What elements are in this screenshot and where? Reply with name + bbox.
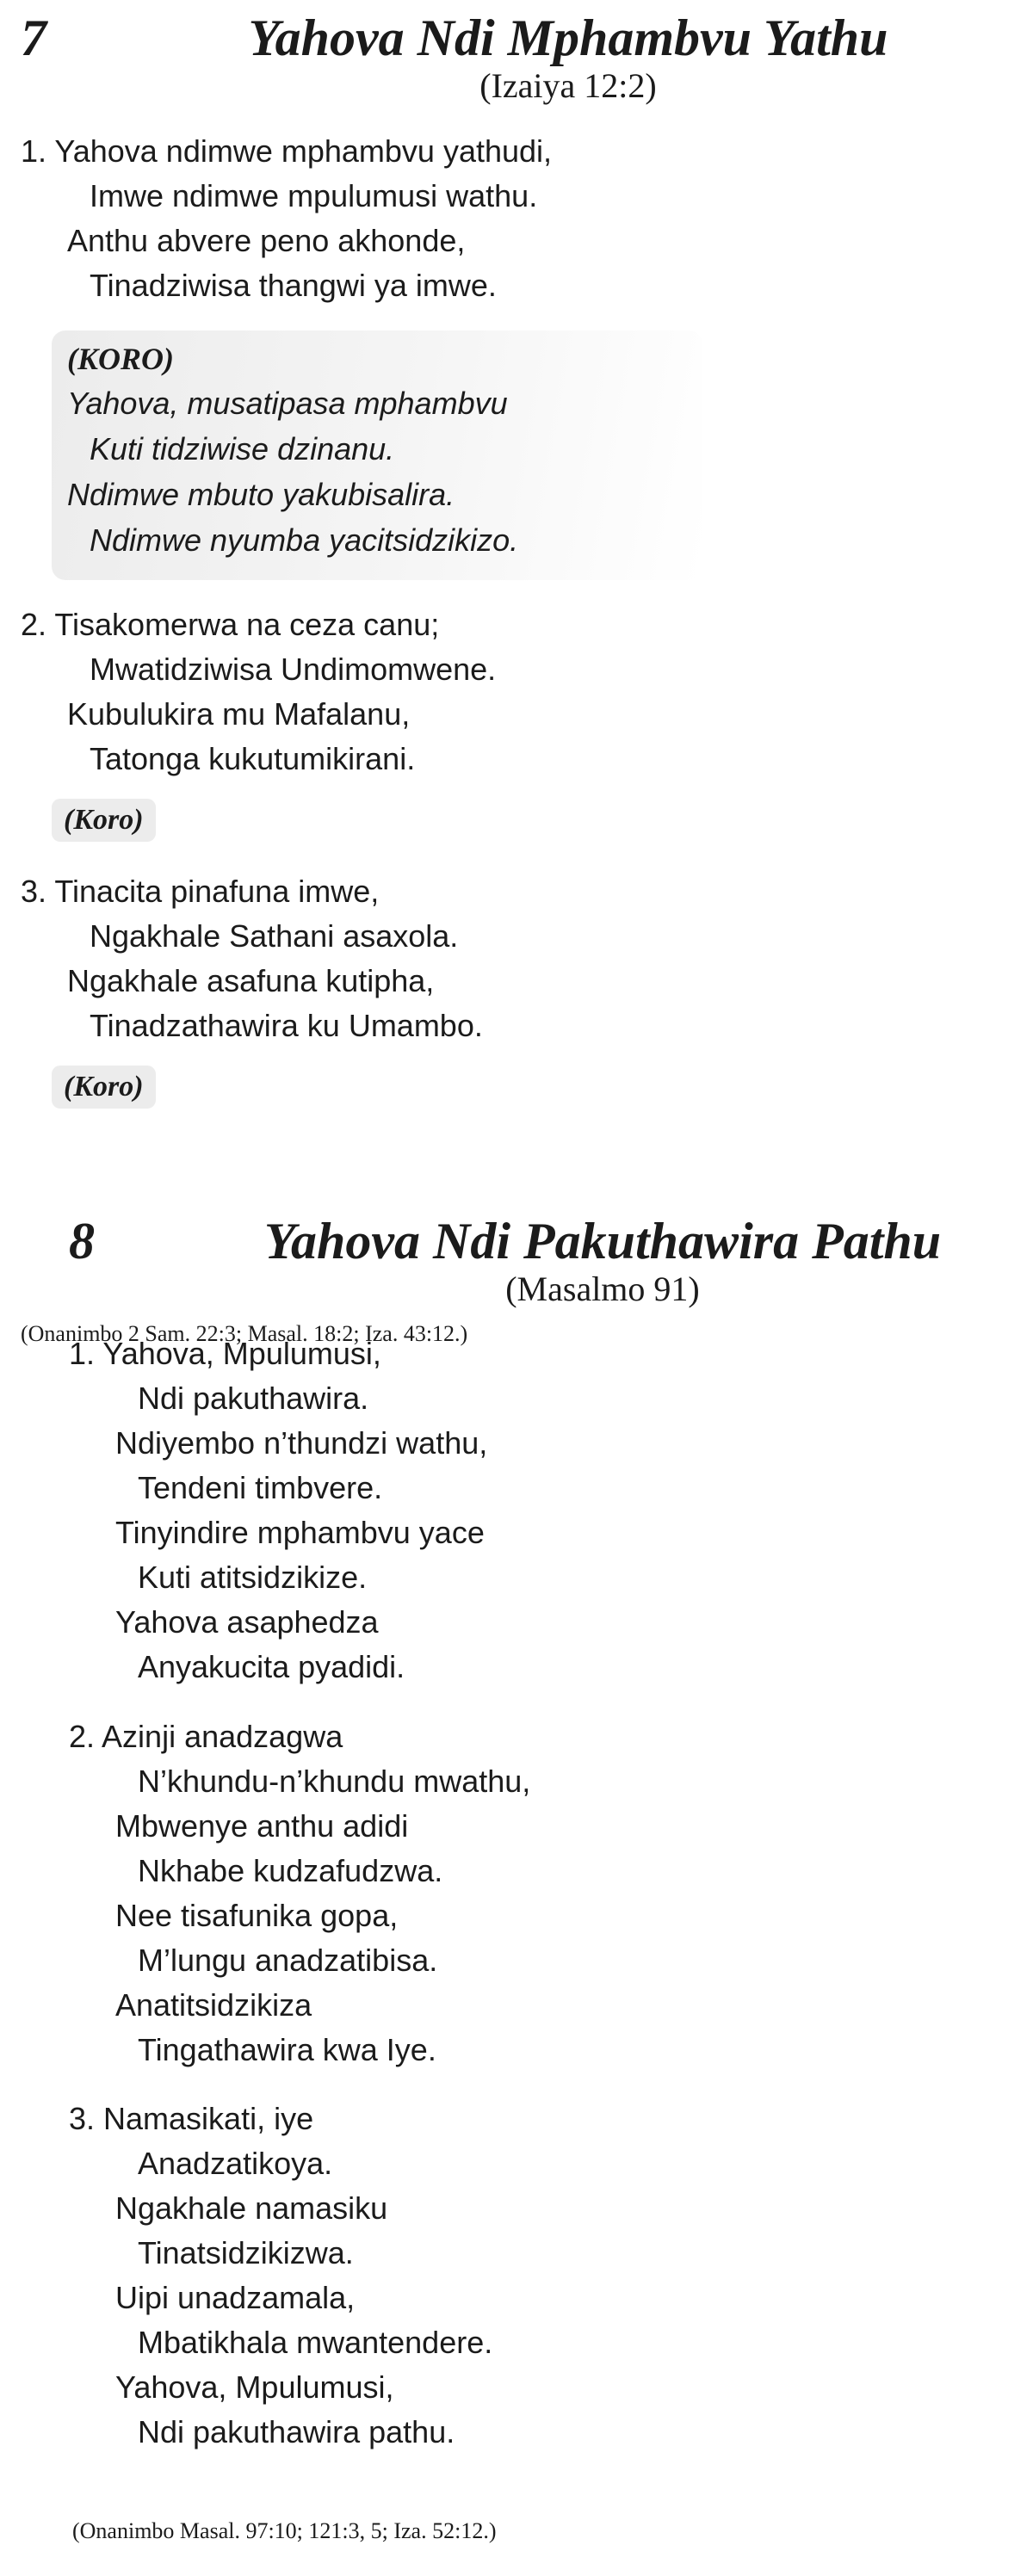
lyric-line: Tendeni timbvere. [138,1470,383,1505]
chorus-reference: (Koro) [52,1066,156,1109]
stanza-3 [21,869,483,1048]
lyric-line: Uipi unadzamala, [115,2280,356,2315]
lyric-line: Ndi pakuthawira pathu. [138,2414,455,2449]
lyric-line: Tingathawira kwa Iye. [138,2032,436,2067]
stanza-1 [21,129,552,308]
lyric-line: Mwatidziwisa Undimomwene. [90,652,497,687]
chorus-reference: (Koro) [52,799,156,842]
scripture-reference: (Izaiya 12:2) [479,66,657,105]
lyric-line: Ndi pakuthawira. [138,1381,369,1416]
lyric-line: Anyakucita pyadidi. [138,1649,405,1684]
stanza-3 [69,2097,492,2455]
lyric-line: Kubulukira mu Mafalanu, [67,696,411,732]
lyric-line: 1. Yahova ndimwe mphambvu yathudi, [21,133,553,169]
chorus-line: Ndimwe nyumba yacitsidzikizo. [90,522,519,558]
stanza-1 [69,1331,487,1690]
lyric-line: Ngakhale asafuna kutipha, [67,963,435,998]
scripture-reference: (Masalmo 91) [505,1269,700,1308]
lyric-line: Yahova, Mpulumusi, [115,2369,394,2405]
chorus-line: Kuti tidziwise dzinanu. [90,431,395,466]
song-title: Yahova Ndi Mphambvu Yathu [248,9,888,66]
lyric-line: Yahova asaphedza [115,1604,379,1640]
stanza-2 [21,602,496,781]
lyric-line: Anthu abvere peno akhonde, [67,223,466,258]
song-title: Yahova Ndi Pakuthawira Pathu [263,1213,942,1269]
chorus-line: Yahova, musatipasa mphambvu [67,386,508,421]
lyric-line: Ngakhale Sathani asaxola. [90,918,459,954]
song-number: 7 [21,9,46,66]
lyric-line: 2. Tisakomerwa na ceza canu; [21,607,440,642]
lyric-line: Tinatsidzikizwa. [138,2235,354,2270]
lyric-line: Ndiyembo n’thundzi wathu, [115,1425,488,1461]
lyric-line: Ngakhale namasiku [115,2190,388,2226]
lyric-line: Tinadziwisa thangwi ya imwe. [90,268,497,303]
lyric-line: Anatitsidzikiza [115,1987,312,2023]
stanza-2 [69,1714,530,2073]
lyric-line: 3. Tinacita pinafuna imwe, [21,874,380,909]
lyric-line: Kuti atitsidzikize. [138,1560,368,1595]
lyric-line: Anadzatikoya. [138,2146,333,2181]
lyric-line: Nee tisafunika gopa, [115,1898,399,1933]
lyric-line: 3. Namasikati, iye [69,2101,314,2136]
lyric-line: 1. Yahova, Mpulumusi, [69,1336,381,1371]
chorus [52,330,702,580]
lyric-line: 2. Azinji anadzagwa [69,1719,343,1754]
lyric-line: N’khundu-n’khundu mwathu, [138,1764,531,1799]
lyric-line: Tinyindire mphambvu yace [115,1515,485,1550]
lyric-line: Tinadzathawira ku Umambo. [90,1008,483,1043]
lyric-line: Nkhabe kudzafudzwa. [138,1853,443,1888]
song-number: 8 [69,1213,95,1269]
lyric-line: Mbwenye anthu adidi [115,1808,409,1844]
see-also-reference: (Onanimbo 2 Sam. 22:3; Masal. 18:2; Iza. 43:12.) [21,1321,468,1346]
footnote-reference: (Onanimbo Masal. 97:10; 121:3, 5; Iza. 52:12.) [72,2518,497,2543]
chorus-line: Ndimwe mbuto yakubisalira. [67,477,455,512]
lyric-line: Tatonga kukutumikirani. [90,741,416,776]
lyric-line: Mbatikhala mwantendere. [138,2325,493,2360]
chorus-label: (KORO) [67,342,174,376]
lyric-line: Imwe ndimwe mpulumusi wathu. [90,178,538,213]
lyric-line: M’lungu anadzatibisa. [138,1943,438,1978]
